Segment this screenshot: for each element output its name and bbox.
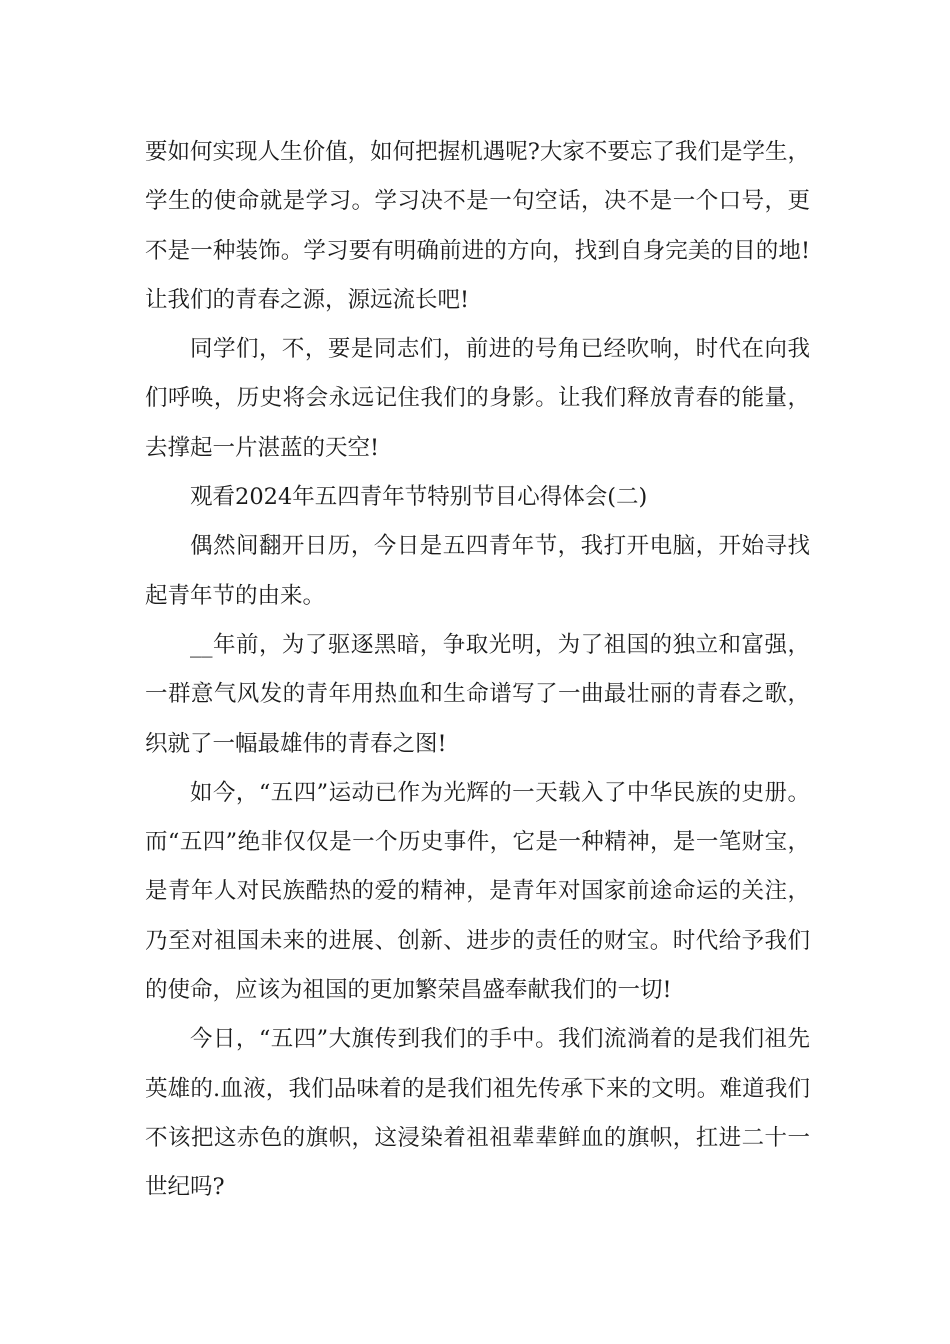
paragraph: 要如何实现人生价值，如何把握机遇呢?大家不要忘了我们是学生，学生的使命就是学习。学习决不是一句空话，决不是一个口号，更不是一种装饰。学习要有明确前进的方向，找到自身完美的目的地!让我们的青春之源，源远流长吧! [145,139,810,313]
paragraph: 偶然间翻开日历，今日是五四青年节，我打开电脑，开始寻找起青年节的由来。 [145,533,810,609]
paragraph: 同学们，不，要是同志们，前进的号角已经吹响，时代在向我们呼唤，历史将会永远记住我们的身影。让我们释放青春的能量，去撑起一片湛蓝的天空! [145,336,810,461]
paragraph: 今日，“五四”大旗传到我们的手中。我们流淌着的是我们祖先英雄的.血液，我们品味着的是我们祖先传承下来的文明。难道我们不该把这赤色的旗帜，这浸染着祖祖辈辈鲜血的旗帜，扛进二十一世纪吗? [145,1026,810,1201]
document-body [145,128,810,1213]
paragraph: 如今，“五四”运动已作为光辉的一天载入了中华民族的史册。而“五四”绝非仅仅是一个历史事件，它是一种精神，是一笔财宝，是青年人对民族酷热的爱的精神，是青年对国家前途命运的关注，乃至对祖国未来的进展、创新、进步的责任的财宝。时代给予我们的使命，应该为祖国的更加繁荣昌盛奉献我们的一切! [145,779,810,1004]
section-heading: 观看2024年五四青年节特别节目心得体会(二) [190,484,648,511]
paragraph: __年前，为了驱逐黑暗，争取光明，为了祖国的独立和富强，一群意气风发的青年用热血和生命谱写了一曲最壮丽的青春之歌，织就了一幅最雄伟的青春之图! [145,631,810,757]
